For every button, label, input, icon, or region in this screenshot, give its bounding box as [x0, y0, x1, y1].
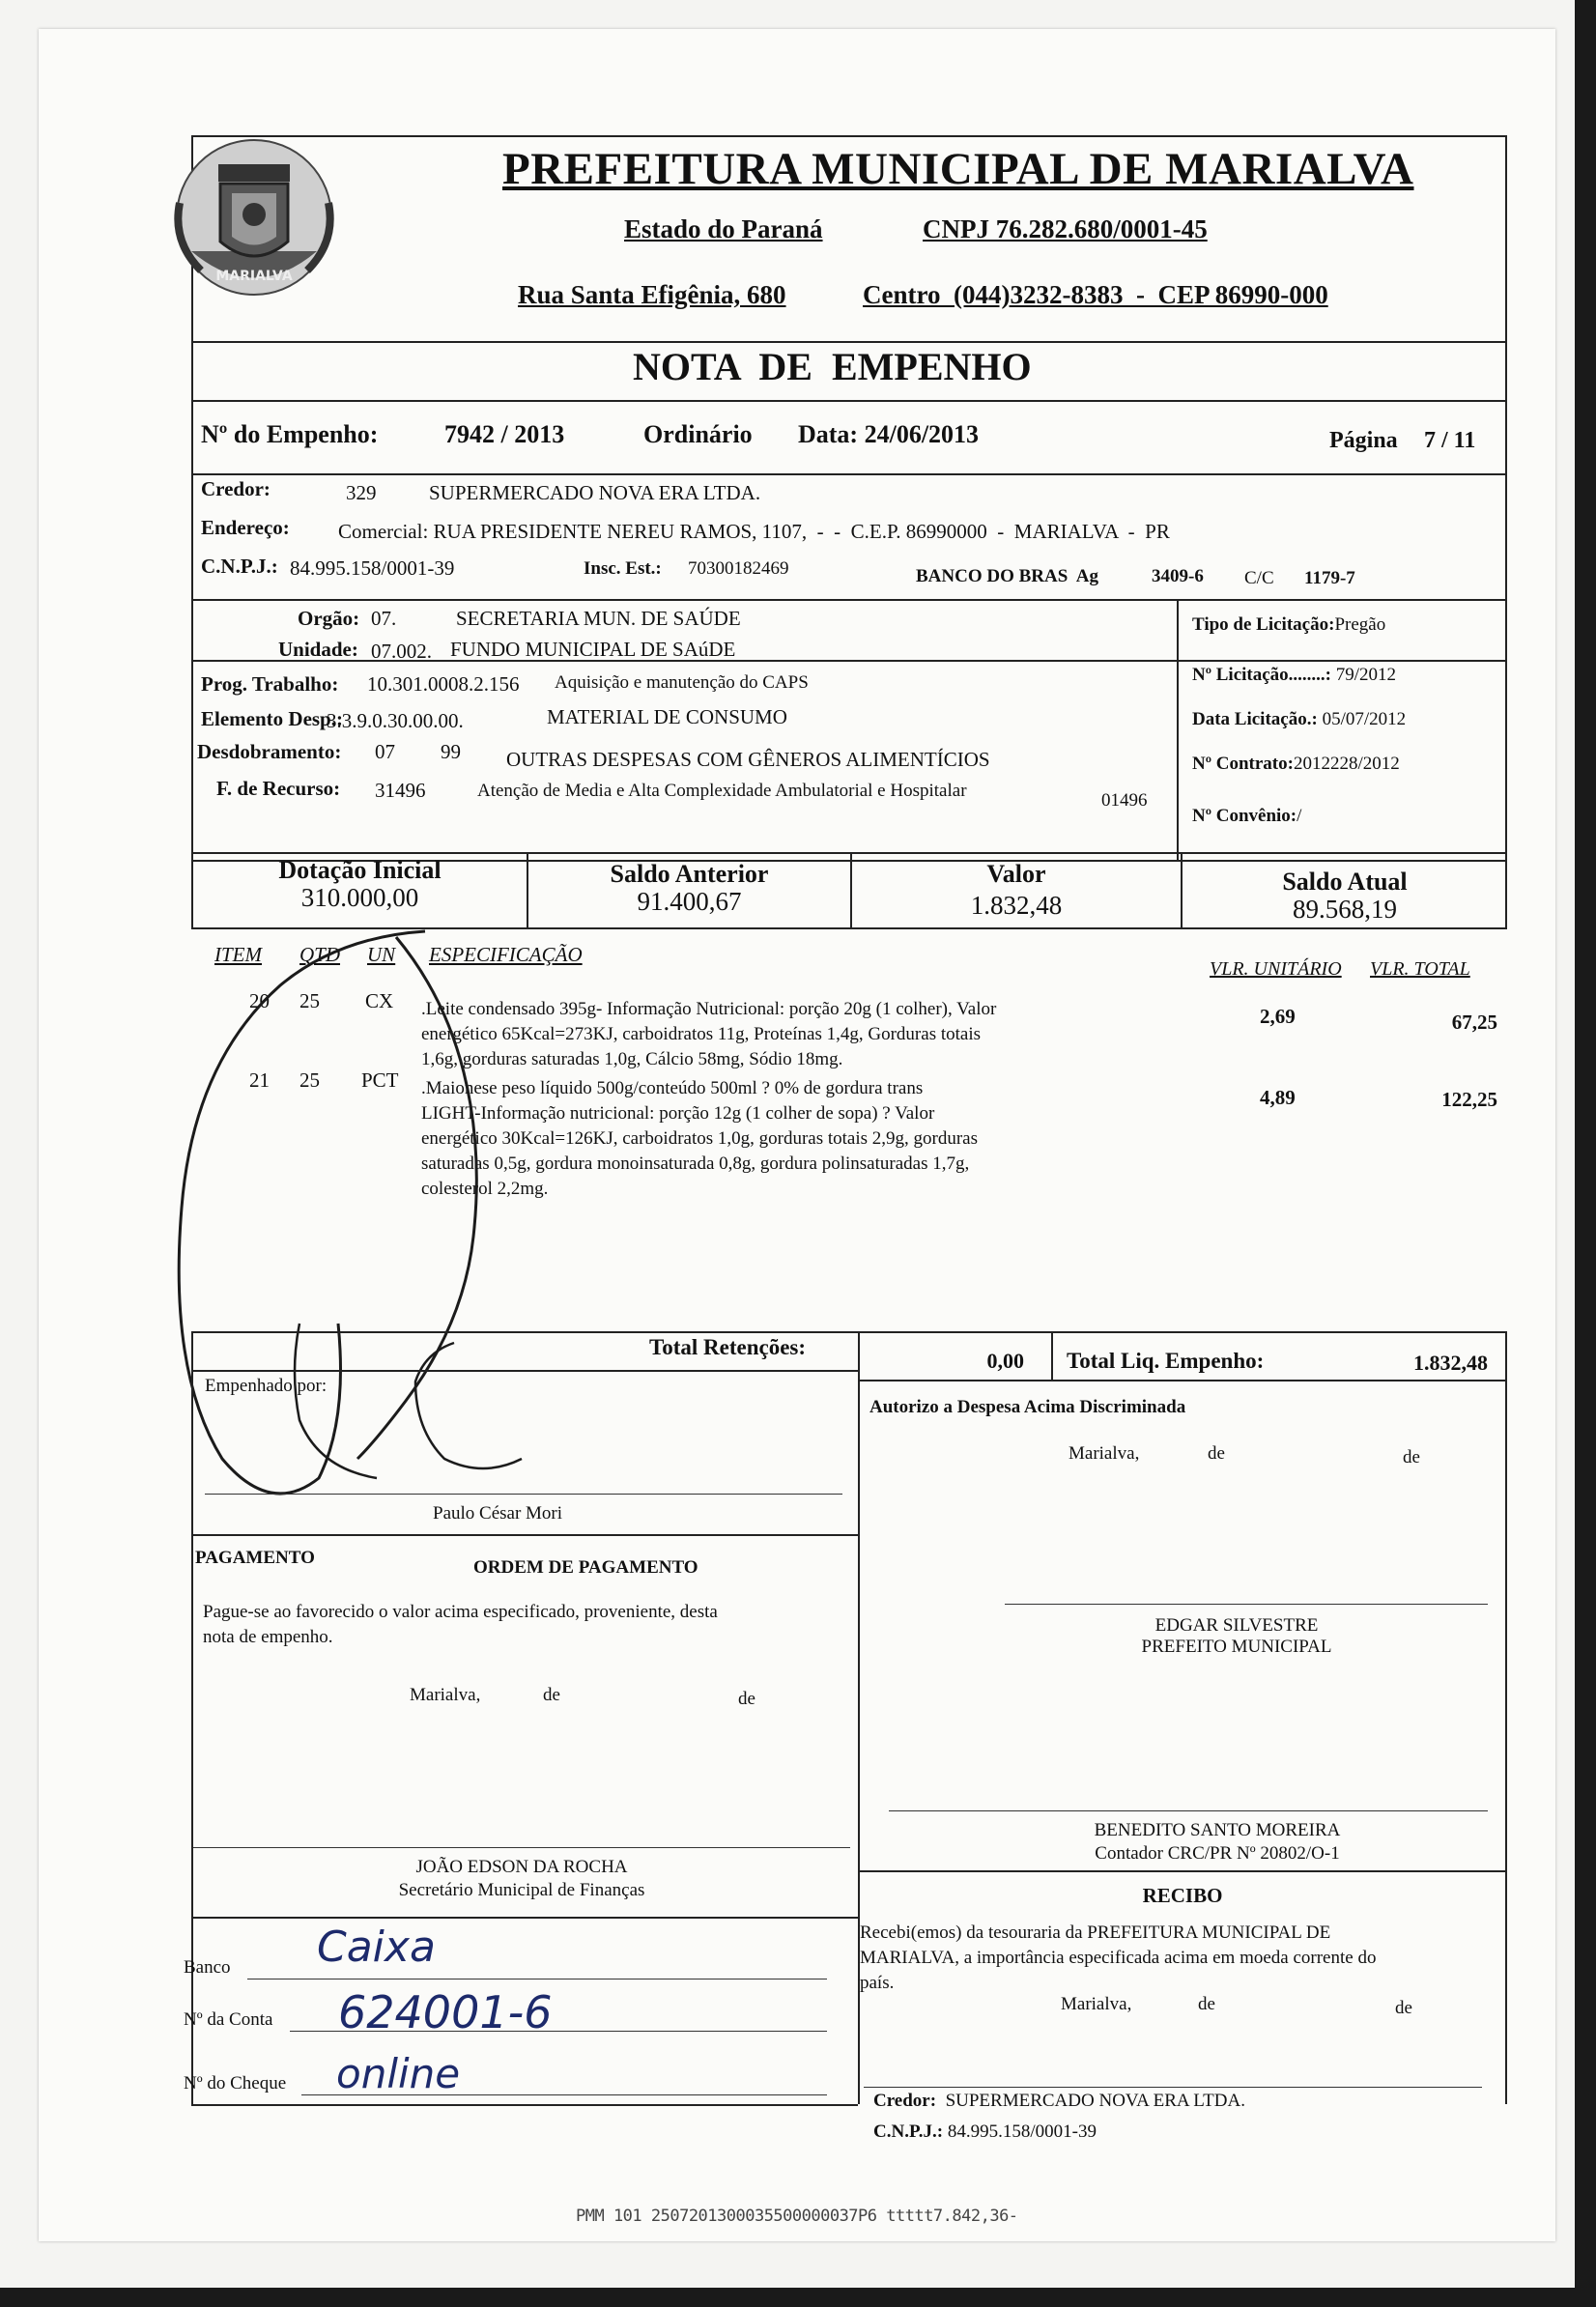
divider	[191, 341, 1507, 343]
desdob-sub: 99	[441, 740, 461, 763]
table-row-item: 20	[249, 989, 270, 1012]
signature-line	[205, 1494, 842, 1495]
page-number-label: Página	[1329, 428, 1398, 453]
table-row-description: .Leite condensado 395g- Informação Nutricional: porção 20g (1 colher), Valor energético 65Kcal=273KJ, carboidratos 11g, Proteínas 1,4g, Gorduras totais 1,6g, gorduras saturadas 1,0g, Cálcio 58mg, Sódio 18mg.	[421, 999, 997, 1069]
payment-text: Pague-se ao favorecido o valor acima especificado, proveniente, desta nota de empenho.	[203, 1602, 718, 1647]
licitacao-num: Nº Licitação........: 79/2012	[1192, 665, 1397, 685]
elemento-code: 3.3.9.0.30.00.00.	[327, 709, 464, 732]
payment-de2: de	[738, 1689, 755, 1709]
recibo-cnpj: C.N.P.J.: 84.995.158/0001-39	[873, 2122, 1097, 2142]
table-row-unit: 2,69	[1260, 1005, 1296, 1028]
unidade-name: FUNDO MUNICIPAL DE SAúDE	[450, 638, 736, 661]
table-row-un: PCT	[361, 1068, 399, 1092]
saldo-atual-label: Saldo Atual	[1282, 868, 1408, 896]
cc-value: 1179-7	[1304, 568, 1355, 588]
divider	[1505, 1331, 1507, 2104]
retention-frame	[191, 1331, 1507, 1621]
state-label: Estado do Paraná	[624, 214, 823, 243]
prog-label: Prog. Trabalho:	[201, 672, 339, 696]
insc-label: Insc. Est.:	[584, 558, 662, 579]
signature-line	[1005, 1604, 1488, 1605]
page-title: PREFEITURA MUNICIPAL DE MARIALVA	[502, 144, 1414, 194]
payment-place: Marialva,	[410, 1685, 481, 1705]
unidade-label: Unidade:	[278, 638, 358, 661]
scan-edge-right	[1575, 0, 1596, 2307]
table-row-unit: 4,89	[1260, 1086, 1296, 1109]
table-row-item: 21	[249, 1068, 270, 1092]
signature-line	[193, 1847, 850, 1848]
cheque-handwritten: online	[336, 2050, 461, 2097]
creditor-address: Comercial: RUA PRESIDENTE NEREU RAMOS, 1107, - - C.E.P. 86990000 - MARIALVA - PR	[338, 520, 1170, 543]
saldo-atual-value: 89.568,19	[1293, 895, 1397, 924]
municipal-crest-icon	[172, 135, 336, 304]
col-qtd-header: QTD	[299, 943, 341, 966]
liquido-label: Total Liq. Empenho:	[1067, 1349, 1265, 1373]
recibo-de1: de	[1198, 1994, 1215, 2014]
authentication-stamp: PMM 101 2507201300035500000037P6 ttttt7.842,36-	[576, 2207, 1018, 2226]
col-item-header: ITEM	[214, 943, 262, 966]
desdob-name: OUTRAS DESPESAS COM GÊNEROS ALIMENTÍCIOS	[506, 748, 990, 771]
conta-handwritten: 624001-6	[338, 1986, 553, 2038]
recibo-de2: de	[1395, 1998, 1412, 2018]
svg-text:MARIALVA: MARIALVA	[215, 269, 293, 284]
dotacao-value: 310.000,00	[300, 883, 419, 912]
licitacao-data: Data Licitação.: 05/07/2012	[1192, 709, 1407, 729]
conta-label: Nº da Conta	[184, 2009, 273, 2030]
valor-label: Valor	[986, 860, 1046, 888]
licitacao-tipo: Tipo de Licitação:Pregão	[1192, 614, 1386, 635]
divider	[191, 1370, 858, 1372]
divider	[191, 1534, 858, 1536]
orgao-code: 07.	[371, 607, 397, 630]
unidade-code: 07.002.	[371, 640, 432, 663]
table-row-qtd: 25	[299, 1068, 320, 1092]
table-row-total: 67,25	[1451, 1011, 1497, 1034]
address-label: Rua Santa Efigênia, 680	[518, 280, 786, 309]
divider	[191, 1917, 858, 1919]
table-row-qtd: 25	[299, 989, 320, 1012]
empenho-number: 7942 / 2013	[444, 420, 565, 448]
licitacao-convenio: Nº Convênio:/	[1192, 806, 1302, 826]
recurso-num: 01496	[1101, 790, 1148, 811]
col-un-header: UN	[367, 943, 396, 966]
creditor-address-label: Endereço:	[201, 516, 290, 539]
scan-edge-bottom	[0, 2288, 1596, 2307]
divider	[191, 473, 1507, 475]
empenho-number-label: Nº do Empenho:	[201, 420, 379, 448]
recibo-place: Marialva,	[1061, 1994, 1132, 2014]
retencoes-value: 0,00	[986, 1349, 1024, 1373]
autorizo-de2: de	[1403, 1447, 1420, 1467]
recurso-label: F. de Recurso:	[216, 777, 341, 800]
recibo-credor: Credor: SUPERMERCADO NOVA ERA LTDA.	[873, 2091, 1245, 2111]
autorizo-de1: de	[1208, 1443, 1225, 1464]
payment-de1: de	[543, 1685, 560, 1705]
divider	[858, 1380, 1507, 1381]
empenhado-name: Paulo César Mori	[433, 1503, 563, 1524]
dotacao-label: Dotação Inicial	[278, 856, 442, 884]
elemento-name: MATERIAL DE CONSUMO	[547, 705, 787, 728]
empenho-type: Ordinário	[643, 420, 753, 448]
payment-label: PAGAMENTO	[195, 1548, 315, 1568]
contador-title: Contador CRC/PR Nº 20802/O-1	[1095, 1843, 1340, 1864]
col-total-header: VLR. TOTAL	[1370, 958, 1470, 980]
banco-handwritten: Caixa	[317, 1922, 436, 1972]
recibo-title: RECIBO	[1142, 1884, 1223, 1907]
table-row-total: 122,25	[1441, 1088, 1497, 1111]
divider	[858, 1870, 1507, 1872]
desdob-label: Desdobramento:	[197, 740, 342, 763]
divider	[1177, 599, 1179, 862]
table-row-description: .Maionese peso líquido 500g/conteúdo 500ml ? 0% de gordura trans LIGHT-Informação nutricional: porção 12g (1 colher de sopa) ? Valor energético 30Kcal=126KJ, carboidratos 1,0g, gorduras totais 2,9g, gorduras saturadas 0,5g, gordura monoinsaturada 0,8g, gordura polinsaturadas 1,7g, colesterol 2,2mg.	[421, 1078, 979, 1199]
district-phone-label: Centro (044)3232-8383 - CEP 86990-000	[863, 280, 1328, 309]
recibo-text: Recebi(emos) da tesouraria da PREFEITURA MUNICIPAL DE MARIALVA, a importância especificada acima em moeda corrente do país.	[860, 1922, 1377, 1993]
divider	[1051, 1331, 1053, 1380]
orgao-name: SECRETARIA MUN. DE SAÚDE	[456, 607, 741, 630]
secretario-title: Secretário Municipal de Finanças	[398, 1880, 645, 1900]
col-espec-header: ESPECIFICAÇÃO	[429, 943, 583, 966]
creditor-cnpj-label: C.N.P.J.:	[201, 555, 278, 578]
orgao-label: Orgão:	[298, 607, 360, 630]
empenho-date: Data: 24/06/2013	[798, 420, 980, 448]
saldo-anterior-value: 91.400,67	[637, 887, 742, 916]
divider	[191, 400, 1507, 402]
prefeito-title: PREFEITO MUNICIPAL	[1141, 1637, 1332, 1657]
creditor-name: SUPERMERCADO NOVA ERA LTDA.	[429, 481, 761, 504]
autorizo-label: Autorizo a Despesa Acima Discriminada	[869, 1397, 1186, 1417]
bank-agency: 3409-6	[1152, 566, 1204, 586]
banco-label: Banco	[184, 1957, 231, 1978]
prog-code: 10.301.0008.2.156	[367, 672, 520, 696]
signature-line	[864, 2087, 1482, 2088]
bank-label: BANCO DO BRAS Ag	[916, 566, 1098, 586]
liquido-value: 1.832,48	[1413, 1351, 1488, 1375]
secretario-name: JOÃO EDSON DA ROCHA	[415, 1857, 628, 1877]
desdob-code: 07	[375, 740, 395, 763]
table-row-un: CX	[365, 989, 394, 1012]
autorizo-place: Marialva,	[1069, 1443, 1140, 1464]
cc-label: C/C	[1244, 568, 1274, 588]
prog-name: Aquisição e manutenção do CAPS	[555, 672, 809, 693]
page-number: 7 / 11	[1424, 428, 1476, 453]
ordem-label: ORDEM DE PAGAMENTO	[473, 1557, 698, 1578]
cheque-label: Nº do Cheque	[184, 2073, 287, 2093]
insc-value: 70300182469	[688, 558, 789, 579]
signature-line	[889, 1810, 1488, 1811]
retencoes-label: Total Retenções:	[649, 1335, 807, 1359]
prefeito-name: EDGAR SILVESTRE	[1154, 1615, 1319, 1636]
creditor-label: Credor:	[201, 477, 271, 500]
recurso-code: 31496	[375, 779, 426, 802]
empenhado-label: Empenhado por:	[205, 1376, 328, 1396]
cnpj-label: CNPJ 76.282.680/0001-45	[923, 214, 1208, 243]
creditor-cnpj: 84.995.158/0001-39	[290, 556, 455, 580]
contador-name: BENEDITO SANTO MOREIRA	[1094, 1820, 1341, 1840]
saldo-anterior-label: Saldo Anterior	[610, 860, 769, 888]
col-unit-header: VLR. UNITÁRIO	[1210, 958, 1342, 980]
creditor-code: 329	[346, 481, 377, 504]
licitacao-contrato: Nº Contrato:2012228/2012	[1192, 754, 1400, 774]
divider	[191, 2104, 858, 2106]
elemento-label: Elemento Desp.:	[201, 707, 343, 730]
recurso-name: Atenção de Media e Alta Complexidade Ambulatorial e Hospitalar	[477, 781, 967, 801]
doc-title: NOTA DE EMPENHO	[633, 345, 1032, 388]
valor-value: 1.832,48	[970, 891, 1063, 920]
